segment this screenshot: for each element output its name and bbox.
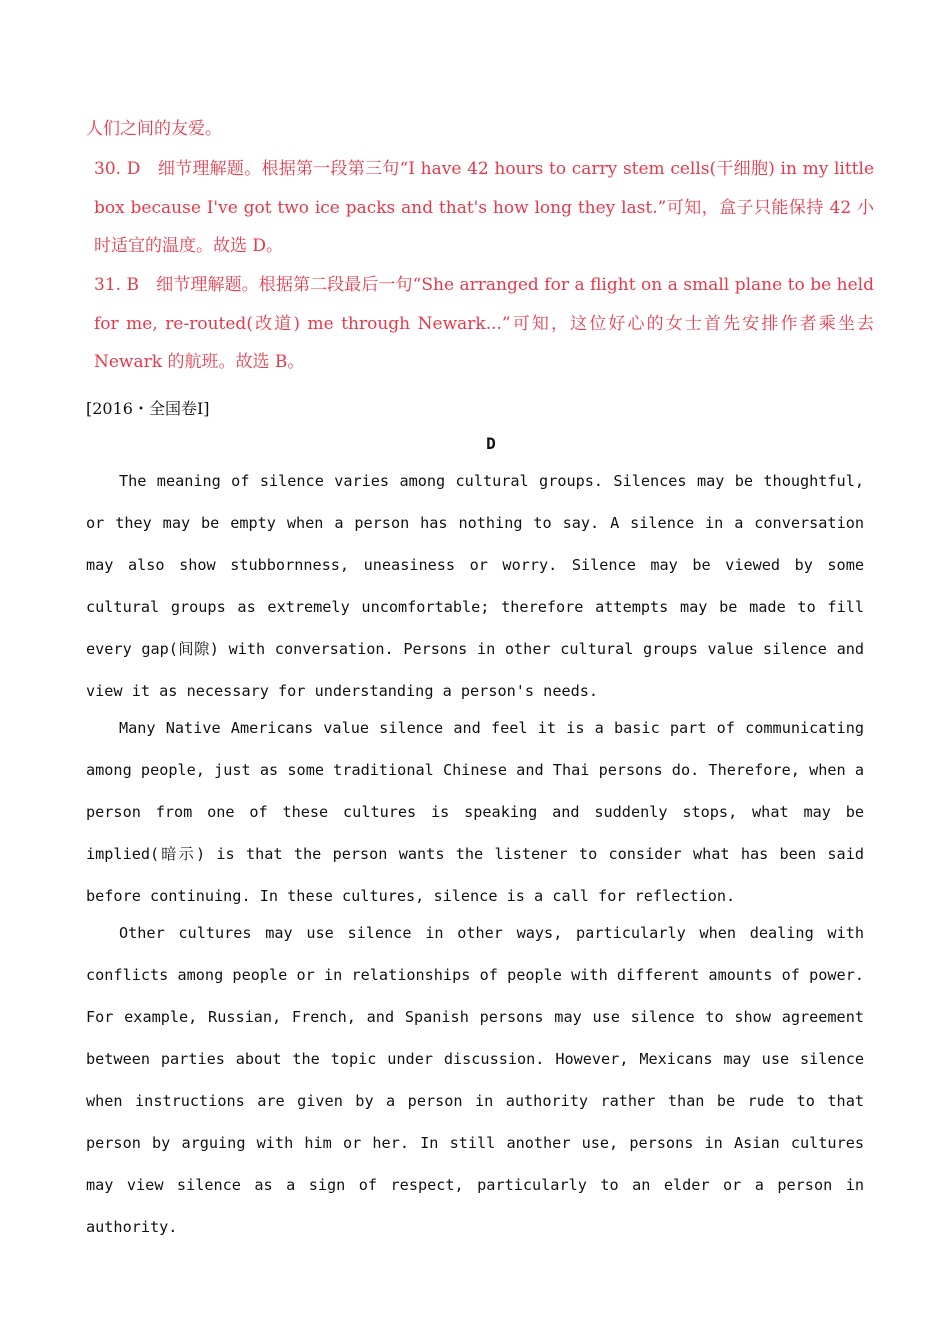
passage-title: D (486, 434, 496, 453)
answer-31: 31. B 细节理解题。根据第二段最后一句“She arranged for a flight on a small plane to be held for me, re-routed(改道) me through Newark...”可知，这位好心的女士首先安排作者乘坐去 Newark 的航班。故选 B。 (94, 275, 874, 372)
answer-30: 30. D 细节理解题。根据第一段第三句“I have 42 hours to carry stem cells(干细胞) in my little box because I've got two ice packs and that's how long they last.”可知，盒子只能保持 42 小时适宜的温度。故选 D。 (94, 159, 874, 256)
passage-paragraph-1: The meaning of silence varies among cultural groups. Silences may be thoughtful, or they may be empty when a person has nothing to say. A silence in a conversation may also show stubbornness, uneasiness or worry. Silence may be viewed by some cultural groups as extremely uncomfortable; therefore attempts may be made to fill every gap(间隙) with conversation. Persons in other cultural groups value silence and view it as necessary for understanding a person's needs. (86, 472, 864, 700)
exam-source-label: [2016・全国卷Ⅰ] (86, 399, 210, 418)
previous-answer-tail: 人们之间的友爱。 (86, 119, 222, 139)
passage-paragraph-3: Other cultures may use silence in other ways, particularly when dealing with conflicts among people or in relationships of people with different amounts of power. For example, Russian, French, and Spanish persons may use silence to show agreement between parties about the topic under discussion. However, Mexicans may use silence when instructions are given by a person in authority rather than be rude to that person by arguing with him or her. In still another use, persons in Asian cultures may view silence as a sign of respect, particularly to an elder or a person in authority. (86, 924, 864, 1236)
passage-paragraph-2: Many Native Americans value silence and feel it is a basic part of communicating among people, just as some traditional Chinese and Thai persons do. Therefore, when a person from one of these cultures is speaking and suddenly stops, what may be implied(暗示) is that the person wants the listener to consider what has been said before continuing. In these cultures, silence is a call for reflection. (86, 719, 864, 905)
